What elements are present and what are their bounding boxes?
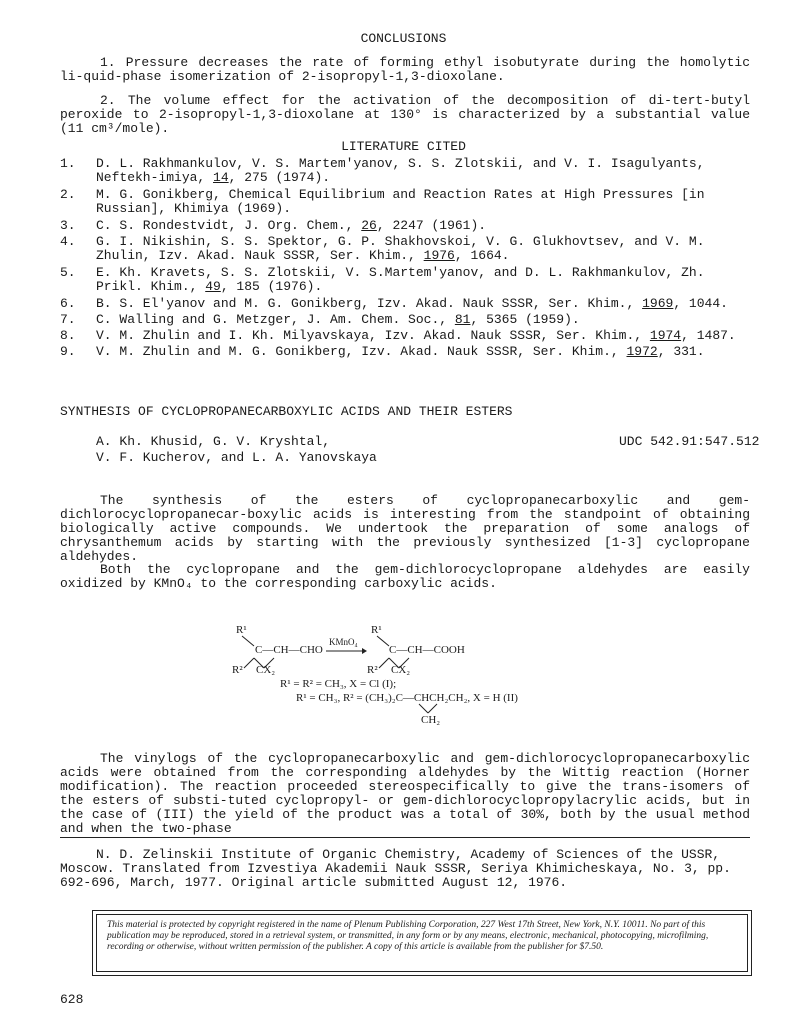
authors-line-2: V. F. Kucherov, and L. A. Yanovskaya (96, 450, 377, 465)
udc-code: UDC 542.91:547.512 (619, 434, 760, 449)
ref-number: 8. (60, 328, 76, 343)
reagent-label: KMnO₄ (329, 637, 358, 647)
reference-item: C. Walling and G. Metzger, J. Am. Chem. Soc., 81, 5365 (1959). (96, 312, 580, 327)
conclusions-heading: CONCLUSIONS (360, 31, 447, 46)
ref-number: 3. (60, 218, 76, 233)
right-core: C—CH—COOH (389, 644, 465, 656)
reference-item: V. M. Zhulin and I. Kh. Milyavskaya, Izv. Akad. Nauk SSSR, Ser. Khim., 1974, 1487. (96, 328, 736, 343)
vinylogs-paragraph: The vinylogs of the cyclopropanecarboxylic and gem-dichlorocyclopropanecarboxylic acids were obtained from the corresponding aldehydes by the Wittig reaction (Horner modification). The reaction proceeded stereospecifically to give the trans-isomers of the esters of substi-tuted cyclopropyl- or gem-dichlorocyclopropylacrylic acids, but in the case of (III) the yield of the product was a total of 30%, both by the usual method and when the two-phase (60, 751, 750, 836)
reference-item: B. S. El'yanov and M. G. Gonikberg, Izv. Akad. Nauk SSSR, Ser. Khim., 1969, 1044. (96, 296, 728, 311)
ref-number: 9. (60, 344, 76, 359)
footnote-divider (60, 837, 750, 838)
conclusion-item-2: 2. The volume effect for the activation of the decomposition of di-tert-butyl peroxide to 2-isopropyl-1,3-dioxolane at 130° is characterized by a substantial value (11 cm³/mole). (60, 93, 750, 136)
reaction-arrow (324, 647, 368, 655)
r1-right-label: R¹ (371, 624, 382, 636)
left-core: C—CH—CHO (255, 644, 323, 656)
ref-number: 7. (60, 312, 76, 327)
article-title: SYNTHESIS OF CYCLOPROPANECARBOXYLIC ACIDS AND THEIR ESTERS (60, 404, 513, 419)
reference-item: E. Kh. Kravets, S. S. Zlotskii, V. S.Martem'yanov, and D. L. Rakhmankulov, Zh. Prikl. Khim., 49, 185 (1976). (96, 265, 705, 294)
ref-number: 5. (60, 265, 76, 280)
ref-number: 2. (60, 187, 76, 202)
ref-number: 1. (60, 156, 76, 171)
cx2-right-label: CX₂ (391, 664, 411, 676)
r2-left-label: R² (232, 664, 243, 676)
literature-heading: LITERATURE CITED (341, 139, 466, 154)
authors-line-1: A. Kh. Khusid, G. V. Kryshtal, (96, 434, 331, 449)
copyright-notice (96, 914, 748, 972)
r2-right-label: R² (367, 664, 378, 676)
copyright-text: This material is protected by copyright registered in the name of Plenum Publishing Corporation, 227 West 17th Street, New York, N.Y. 10011. No part of this publication may be reproduced, stored in a retrieval system, or transmitted, in any form or by any means, electronic, mechanical, photocopying, microfilming, recording or otherwise, without written permission of the publisher. A copy of this article is available from the publisher for $7.50. (107, 920, 709, 952)
affiliation-footnote: N. D. Zelinskii Institute of Organic Chemistry, Academy of Sciences of the USSR, Moscow. Translated from Izvestiya Akademii Nauk SSSR, Seriya Khimicheskaya, No. 3, pp. 692-696, March, 1977. Original article submitted August 12, 1976. (60, 847, 731, 890)
oxidation-paragraph: Both the cyclopropane and the gem-dichlorocyclopropane aldehydes are easily oxidized by KMnO₄ to the corresponding carboxylic acids. (60, 562, 750, 591)
ref-number: 6. (60, 296, 76, 311)
condition-2: R¹ = CH₃, R² = (CH₃)₂C—CHCH₂CH₂, X = H (II) (296, 692, 518, 704)
ref-number: 4. (60, 234, 76, 249)
reference-item: G. I. Nikishin, S. S. Spektor, G. P. Shakhovskoi, V. G. Glukhovtsev, and V. M. Zhulin, Izv. Akad. Nauk SSSR, Ser. Khim., 1976, 1664. (96, 234, 705, 263)
reference-item: V. M. Zhulin and M. G. Gonikberg, Izv. Akad. Nauk SSSR, Ser. Khim., 1972, 331. (96, 344, 705, 359)
page-number: 628 (60, 992, 84, 1007)
cx2-left-label: CX₂ (256, 664, 276, 676)
condition-1: R¹ = R² = CH₃, X = Cl (I); (280, 678, 397, 690)
conclusion-item-1: 1. Pressure decreases the rate of forming ethyl isobutyrate during the homolytic li-quid-phase isomerization of 2-isopropyl-1,3-dioxolane. (60, 55, 750, 84)
reference-item: M. G. Gonikberg, Chemical Equilibrium and Reaction Rates at High Pressures [in Russian], Khimiya (1969). (96, 187, 705, 216)
reference-item: D. L. Rakhmankulov, V. S. Martem'yanov, S. S. Zlotskii, and V. I. Isagulyants, Neftekh-imiya, 14, 275 (1974). (96, 156, 705, 185)
ch2-label: CH₂ (421, 714, 441, 726)
intro-paragraph: The synthesis of the esters of cyclopropanecarboxylic and gem-dichlorocyclopropanecar-boxylic acids is interesting from the standpoint of obtaining biologically active compounds. We undertook the preparation of some analogs of chrysanthemum acids by starting with the previously synthesized [1-3] cyclopropane aldehydes. (60, 493, 750, 564)
reference-item: C. S. Rondestvidt, J. Org. Chem., 26, 2247 (1961). (96, 218, 487, 233)
r1-left-label: R¹ (236, 624, 247, 636)
